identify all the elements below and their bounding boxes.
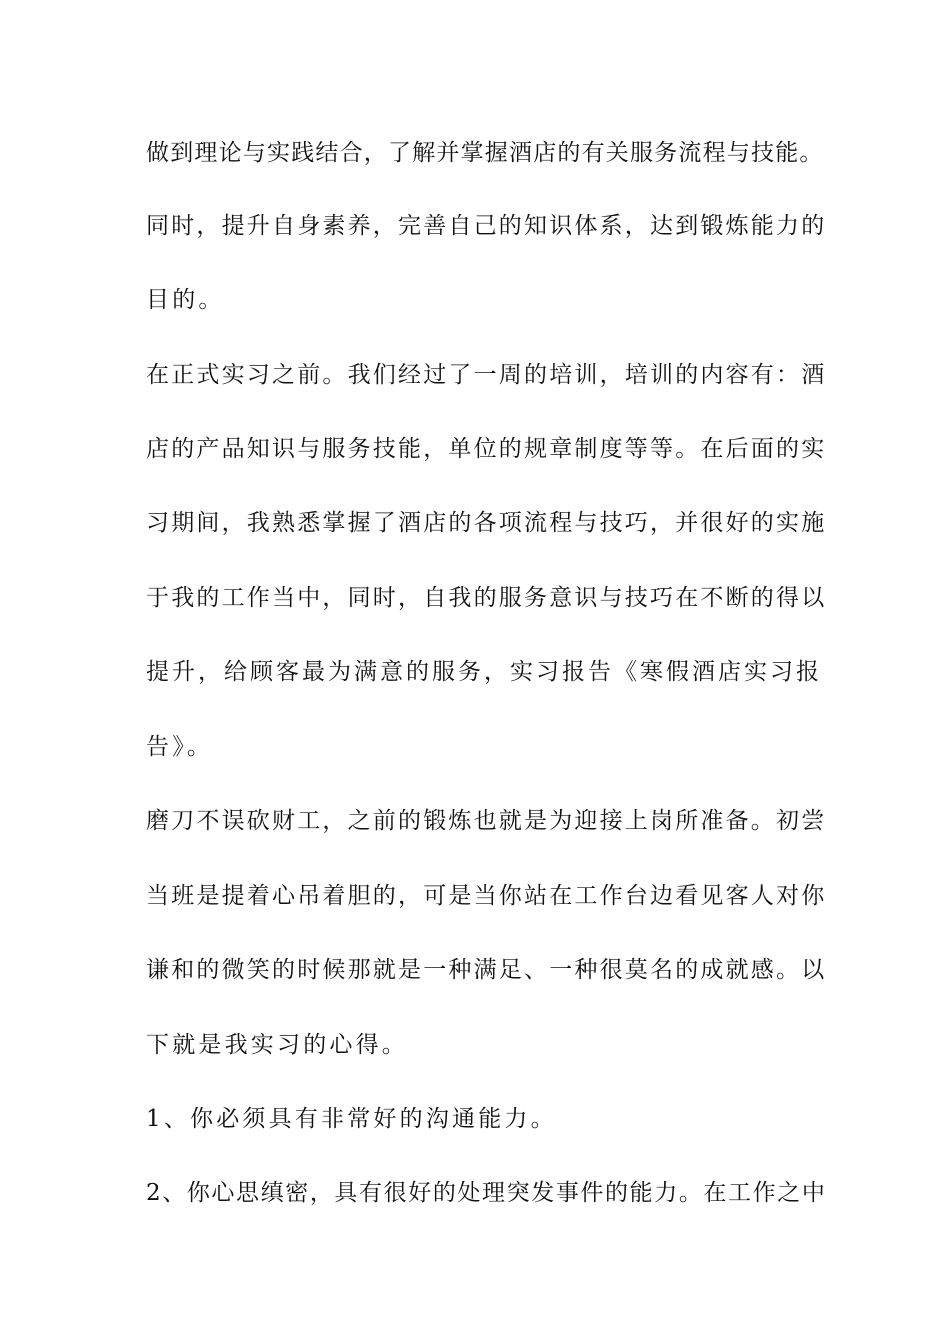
text-line: 习期间，我熟悉掌握了酒店的各项流程与技巧，并很好的实施 — [146, 510, 827, 536]
text-line: 做到理论与实践结合，了解并掌握酒店的有关服务流程与技能。 — [146, 140, 824, 166]
text-line: 1、你必须具有非常好的沟通能力。 — [146, 1106, 557, 1132]
text-line: 于我的工作当中，同时，自我的服务意识与技巧在不断的得以 — [146, 585, 827, 611]
text-line: 2、你心思缜密，具有很好的处理突发事件的能力。在工作之中 — [146, 1180, 827, 1206]
text-line: 当班是提着心吊着胆的，可是当你站在工作台边看见客人对你 — [146, 883, 827, 909]
text-line: 在正式实习之前。我们经过了一周的培训，培训的内容有：酒 — [146, 362, 827, 388]
text-line: 下就是我实习的心得。 — [146, 1032, 408, 1058]
text-line: 谦和的微笑的时候那就是一种满足、一种很莫名的成就感。以 — [146, 957, 827, 983]
text-line: 同时，提升自身素养，完善自己的知识体系，达到锻炼能力的 — [146, 213, 827, 239]
text-line: 目的。 — [146, 287, 225, 313]
text-line: 提升，给顾客最为满意的服务，实习报告《寒假酒店实习报 — [146, 659, 822, 685]
text-line: 告》。 — [146, 734, 214, 760]
text-line: 磨刀不误砍财工，之前的锻炼也就是为迎接上岗所准备。初尝 — [146, 808, 827, 834]
text-line: 店的产品知识与服务技能，单位的规章制度等等。在后面的实 — [146, 436, 827, 462]
